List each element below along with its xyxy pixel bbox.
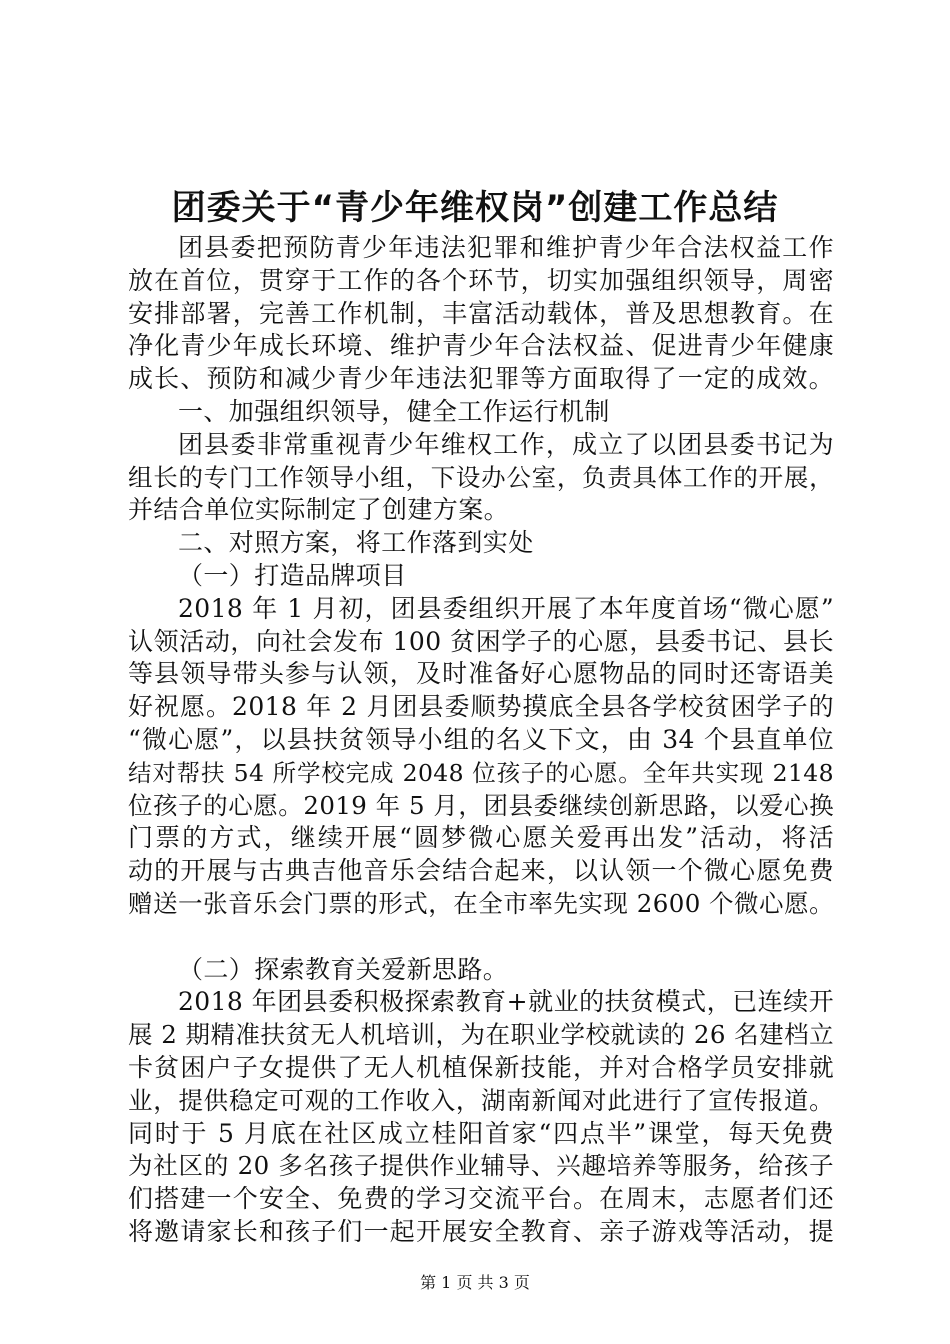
paragraph-line: 组长的专门工作领导小组，下设办公室，负责具体工作的开展， <box>128 462 834 492</box>
paragraph-line: 位孩子的心愿。2019 年 5 月，团县委继续创新思路，以爱心换 <box>128 790 834 820</box>
paragraph-line: 放在首位，贯穿于工作的各个环节，切实加强组织领导，周密 <box>128 265 834 295</box>
section-heading: 二、对照方案，将工作落到实处 <box>178 528 534 558</box>
paragraph-line: 结对帮扶 54 所学校完成 2048 位孩子的心愿。全年共实现 2148 <box>128 758 834 787</box>
paragraph-line: 动的开展与古典吉他音乐会结合起来，以认领一个微心愿免费 <box>128 856 834 886</box>
paragraph-line: 同时于 5 月底在社区成立桂阳首家“四点半”课堂，每天免费 <box>128 1118 834 1148</box>
paragraph-line: 们搭建一个安全、免费的学习交流平台。在周末，志愿者们还 <box>128 1184 834 1214</box>
paragraph-line: 为社区的 20 多名孩子提供作业辅导、兴趣培养等服务，给孩子 <box>128 1151 834 1181</box>
paragraph-line: 业，提供稳定可观的工作收入，湖南新闻对此进行了宣传报道。 <box>128 1085 834 1115</box>
paragraph-line: 团县委把预防青少年违法犯罪和维护青少年合法权益工作 <box>178 233 834 262</box>
paragraph-line: 等县领导带头参与认领，及时准备好心愿物品的同时还寄语美 <box>128 659 834 689</box>
subsection-heading: （一）打造品牌项目 <box>178 560 407 590</box>
paragraph-line: 卡贫困户子女提供了无人机植保新技能，并对合格学员安排就 <box>128 1052 834 1082</box>
paragraph-line: 安排部署，完善工作机制，丰富活动载体，普及思想教育。在 <box>128 298 834 328</box>
paragraph-line: 展 2 期精准扶贫无人机培训，为在职业学校就读的 26 名建档立 <box>128 1020 834 1050</box>
paragraph-line: 成长、预防和减少青少年违法犯罪等方面取得了一定的成效。 <box>128 364 834 394</box>
subsection-heading: （二）探索教育关爱新思路。 <box>178 954 509 984</box>
paragraph-line: 净化青少年成长环境、维护青少年合法权益、促进青少年健康 <box>128 331 834 361</box>
paragraph-line: 并结合单位实际制定了创建方案。 <box>128 495 510 525</box>
paragraph-line: 将邀请家长和孩子们一起开展安全教育、亲子游戏等活动，提 <box>128 1216 834 1246</box>
paragraph-gap <box>128 921 834 954</box>
paragraph-line: 团县委非常重视青少年维权工作，成立了以团县委书记为 <box>178 429 834 459</box>
page-number-footer: 第 1 页 共 3 页 <box>420 1273 530 1292</box>
document-title: 团委关于“青少年维权岗”创建工作总结 <box>171 188 779 228</box>
paragraph-line: 2018 年 1 月初，团县委组织开展了本年度首场“微心愿” <box>178 593 834 623</box>
paragraph-line: 认领活动，向社会发布 100 贫困学子的心愿，县委书记、县长 <box>128 626 834 656</box>
paragraph-line: 2018 年团县委积极探索教育+就业的扶贫模式，已连续开 <box>178 987 834 1017</box>
section-heading: 一、加强组织领导，健全工作运行机制 <box>178 396 610 426</box>
paragraph-line: 门票的方式，继续开展“圆梦微心愿关爱再出发”活动，将活 <box>128 823 834 853</box>
paragraph-line: 好祝愿。2018 年 2 月团县委顺势摸底全县各学校贫困学子的 <box>128 692 834 722</box>
paragraph-line: “微心愿”，以县扶贫领导小组的名义下文，由 34 个县直单位 <box>128 724 834 754</box>
document-body <box>128 232 834 1249</box>
paragraph-line: 赠送一张音乐会门票的形式，在全市率先实现 2600 个微心愿。 <box>128 888 834 918</box>
